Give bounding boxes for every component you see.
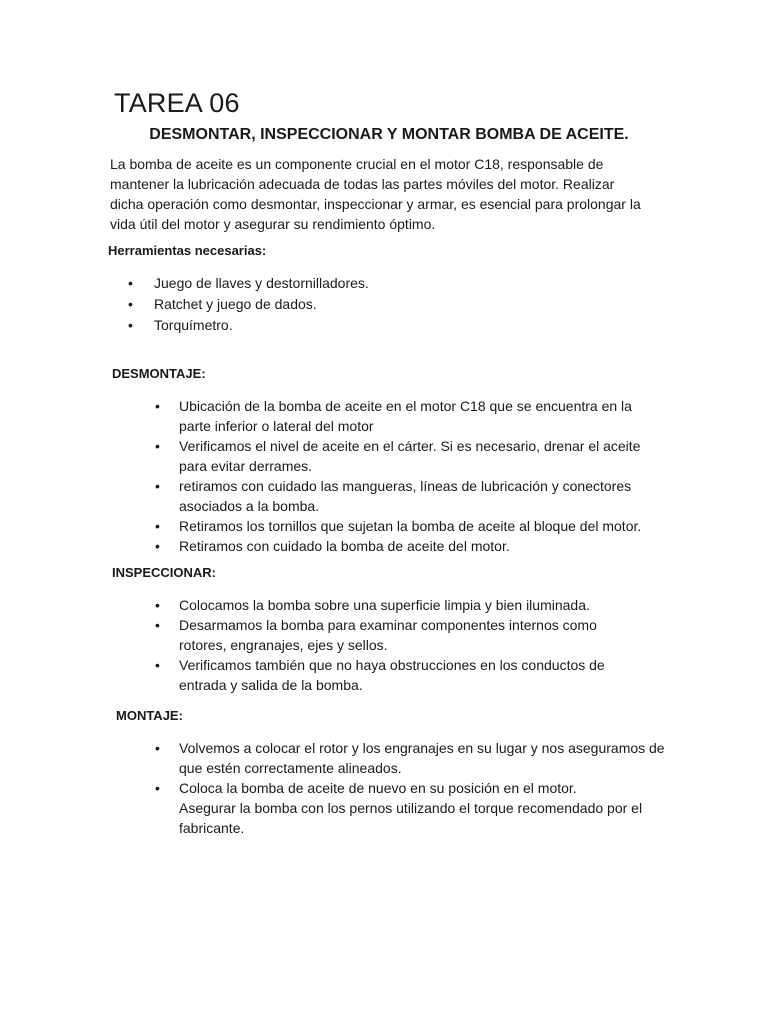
page-title: TAREA 06 (114, 88, 240, 118)
list-item-text: Verificamos el nivel de aceite en el cárter. Si es necesario, drenar el aceite para evitar derrames. (179, 438, 641, 474)
desmontaje-list (155, 396, 655, 556)
bullet-icon: • (128, 296, 133, 312)
bullet-icon: • (155, 780, 160, 796)
list-item-continuation: Asegurar la bomba con los pernos utilizando el torque recomendado por el fabricante. (179, 800, 643, 836)
bullet-icon: • (128, 275, 133, 291)
montaje-list (155, 738, 665, 838)
list-item-text: Colocamos la bomba sobre una superficie limpia y bien iluminada. (179, 597, 590, 613)
list-item (155, 536, 655, 556)
bullet-icon: • (155, 398, 160, 414)
list-item (130, 294, 690, 315)
bullet-icon: • (128, 317, 133, 333)
list-item (130, 273, 690, 294)
list-item (155, 396, 655, 436)
list-item (130, 315, 690, 336)
inspeccionar-list (155, 595, 645, 695)
bullet-icon: • (155, 740, 160, 756)
list-item (155, 595, 645, 615)
list-item-text: retiramos con cuidado las mangueras, líneas de lubricación y conectores asociados a la bomba. (179, 478, 632, 514)
montaje-heading: MONTAJE: (116, 708, 183, 723)
list-item (155, 778, 665, 838)
list-item-text: Ratchet y juego de dados. (154, 296, 317, 312)
list-item-text: Ubicación de la bomba de aceite en el motor C18 que se encuentra en la parte inferior o lateral del motor (179, 398, 632, 434)
list-item (155, 738, 665, 778)
list-item-text: Volvemos a colocar el rotor y los engranajes en su lugar y nos aseguramos de que estén correctamente alineados. (179, 740, 665, 776)
list-item (155, 655, 645, 695)
intro-paragraph: La bomba de aceite es un componente crucial en el motor C18, responsable de mantener la lubricación adecuada de todas las partes móviles del motor. Realizar dicha operación como desmontar, inspeccionar y armar, es esencial para prolongar la vida útil del motor y asegurar su rendimiento óptimo. (110, 156, 641, 232)
tools-list (130, 273, 690, 336)
bullet-icon: • (155, 597, 160, 613)
list-item (155, 615, 645, 655)
list-item-text: Coloca la bomba de aceite de nuevo en su posición en el motor. (179, 780, 577, 796)
inspeccionar-heading: INSPECCIONAR: (112, 565, 217, 580)
bullet-icon: • (155, 538, 160, 554)
bullet-icon: • (155, 438, 160, 454)
page-subtitle: DESMONTAR, INSPECCIONAR Y MONTAR BOMBA DE ACEITE. (149, 126, 629, 143)
list-item-text: Juego de llaves y destornilladores. (154, 275, 369, 291)
list-item-text: Verificamos también que no haya obstrucciones en los conductos de entrada y salida de la bomba. (179, 657, 605, 693)
bullet-icon: • (155, 478, 160, 494)
list-item (155, 516, 655, 536)
bullet-icon: • (155, 518, 160, 534)
list-item-text: Desarmamos la bomba para examinar componentes internos como rotores, engranajes, ejes y sellos. (179, 617, 597, 653)
list-item-text: Torquímetro. (154, 317, 233, 333)
list-item (155, 436, 655, 476)
desmontaje-heading: DESMONTAJE: (112, 366, 206, 381)
list-item-text: Retiramos con cuidado la bomba de aceite del motor. (179, 538, 510, 554)
list-item (155, 476, 655, 516)
list-item-text: Retiramos los tornillos que sujetan la bomba de aceite al bloque del motor. (179, 518, 642, 534)
tools-heading: Herramientas necesarias: (108, 243, 267, 258)
bullet-icon: • (155, 617, 160, 633)
bullet-icon: • (155, 657, 160, 673)
